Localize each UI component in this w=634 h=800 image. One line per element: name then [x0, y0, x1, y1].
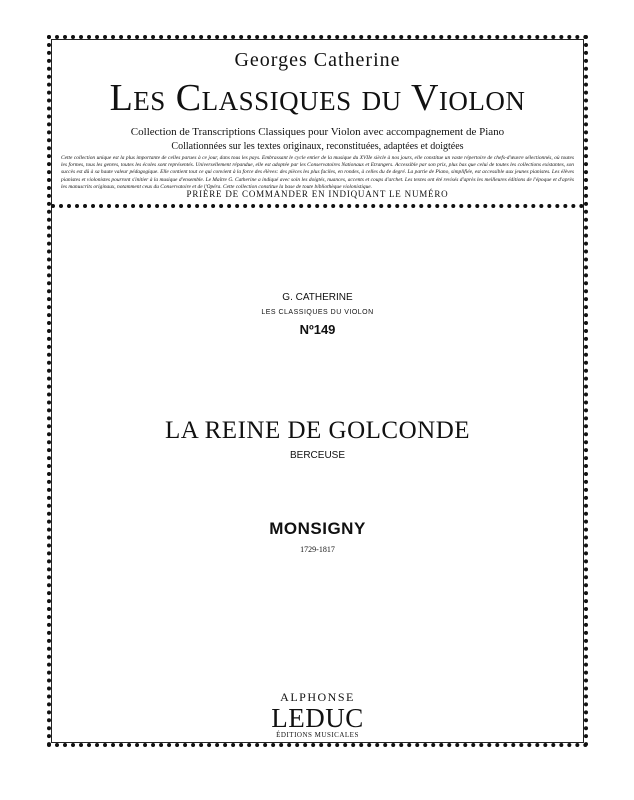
header-divider [51, 204, 584, 208]
page-border [47, 35, 588, 747]
composer-dates: 1729-1817 [300, 545, 335, 554]
publisher-logo [51, 690, 584, 739]
catalog-number: Nº149 [299, 322, 336, 337]
series-title: Les Classiques du Violon [109, 77, 526, 119]
piece-subtitle: BERCEUSE [289, 450, 345, 461]
publisher-subtitle: ÉDITIONS MUSICALES [276, 731, 359, 739]
piece-title: LA REINE DE GOLCONDE [164, 417, 471, 444]
series-author: Georges Catherine [234, 49, 401, 71]
order-note: PRIÈRE DE COMMANDER EN INDIQUANT LE NUMÉRO [186, 189, 449, 199]
series-description: Cette collection unique est la plus importante de celles parues à ce jour, dans tous les pays. Embrassant le cycle entier de la musique du XVIIe siècle à nos jours, elle constitue un vaste répertoire de chefs-d'œuvre sélectionnés, où toutes les formes, tous les genres, toutes les écoles sont représentés. Universellement répandue, elle est adoptée par les Conservatoires Nationaux et Etrangers. Accessible par son prix, plus bas que celui de toutes les collections existantes, son succès est dû à sa haute valeur pédagogique. Elle contient tout ce qui convient à la force des élèves: des pièces les plus faciles, en rondes, à celles du 4e degré. La partie de Piano, simplifiée, est accessible aux jeunes pianistes. Les élèves pianistes et violonistes pourront s'initier à la musique d'ensemble. Le Maître G. Catherine a indiqué avec soin les doigtés, nuances, accents et coups d'archet. Les textes ont été revisés d'après les meilleures éditions de l'époque et d'après les manuscrits originaux, notamment ceux du Conservatoire et de l'Opéra. Cette collection constitue la base de toute bibliothèque violonistique. [61, 155, 574, 190]
publisher-first-name: ALPHONSE [280, 690, 355, 704]
meta-author: G. CATHERINE [282, 292, 353, 303]
meta-series: LES CLASSIQUES DU VIOLON [261, 309, 374, 316]
collection-line: Collection de Transcriptions Classiques pour Violon avec accompagnement de Piano [130, 126, 505, 138]
collationnees-line: Collationnées sur les textes originaux, reconstituées, adaptées et doigtées [171, 141, 464, 152]
series-header [51, 39, 584, 204]
composer-name: MONSIGNY [269, 519, 366, 538]
publisher-name: LEDUC [271, 703, 364, 733]
